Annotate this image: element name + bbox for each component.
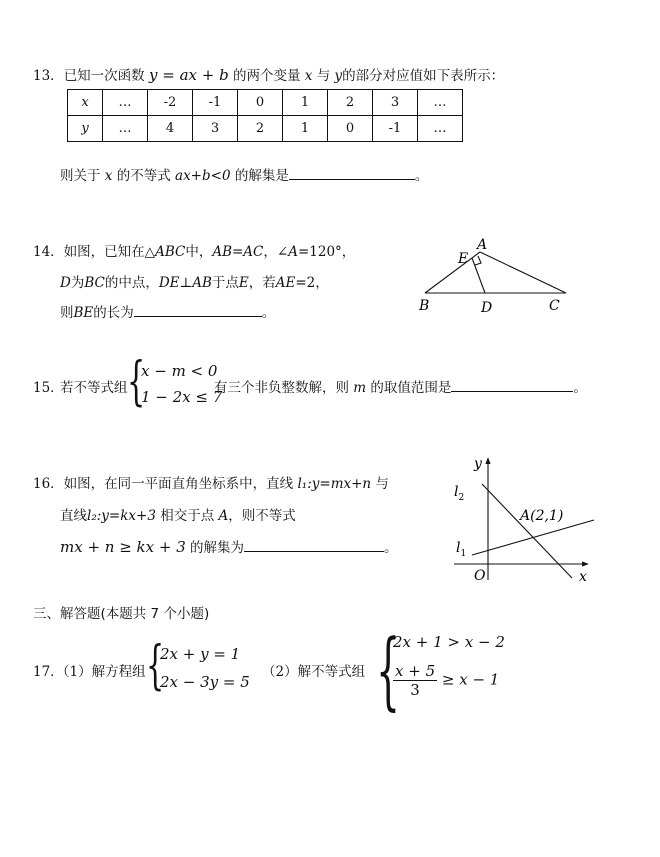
table-cell: 1 [283, 116, 328, 142]
q16-text: 与 [375, 476, 389, 492]
q15-end: 。 [573, 380, 587, 396]
q14-line1 [33, 240, 355, 260]
q14-text: ，若 [248, 275, 276, 291]
q14-text: 中， [185, 244, 213, 260]
q14-text: 的中点， [104, 275, 159, 291]
q16-number: 16． [33, 476, 64, 492]
q13-line2-c: 的解集是 [234, 168, 289, 184]
q15-tail [214, 376, 587, 396]
q14-text: =2， [295, 275, 329, 291]
q16-coordinate-figure [448, 450, 598, 590]
q14-end: 。 [261, 305, 276, 321]
table-cell: … [103, 116, 148, 142]
q14-segment-ab: AB [192, 275, 212, 291]
q14-text: ，∠ [263, 244, 289, 260]
q13-line2-b: 的不等式 [116, 168, 171, 184]
q16-line1 [33, 472, 389, 492]
q17-number: 17． [33, 664, 64, 680]
q17-brace-2: { [376, 621, 401, 719]
q15-text-b: 有三个非负整数解，则 [214, 380, 349, 396]
x-axis-label: x [579, 569, 587, 585]
q16-line-l1: l₁:y=mx+n [297, 476, 372, 492]
table-cell: 1 [283, 90, 328, 116]
q15-system-line2: 1 − 2x ≤ 7 [141, 388, 223, 406]
q15-answer-blank[interactable] [451, 379, 573, 392]
q17-part2: （2）解不等式组 [262, 664, 366, 680]
q17-system1-line2: 2x − 3y = 5 [160, 673, 250, 691]
q16-text: 如图，在同一平面直角坐标系中，直线 [63, 476, 294, 492]
q13-value-table [67, 89, 463, 142]
q14-text: 为 [70, 275, 85, 291]
q13-end: 。 [414, 168, 429, 184]
q14-triangle-name: ABC [155, 244, 186, 260]
q15-system-line1: x − m < 0 [141, 362, 218, 380]
q13-var-y: y [334, 68, 343, 84]
q14-segment-de: DE [158, 275, 180, 291]
table-row-y [68, 116, 463, 142]
q13-line2-a: 则关于 [60, 168, 101, 184]
right-angle-mark [475, 256, 481, 265]
q13-text-b: 的两个变量 [232, 68, 301, 84]
q15-text-a: 若不等式组 [60, 380, 128, 396]
label-d: D [481, 300, 493, 316]
q14-line2 [60, 271, 329, 291]
q14-line3 [60, 301, 275, 321]
q17-system1-line1: 2x + y = 1 [160, 645, 241, 663]
label-c: C [549, 298, 560, 314]
q14-answer-blank[interactable] [134, 304, 262, 317]
table-cell: … [418, 90, 463, 116]
q14-angle-value: =120°， [297, 244, 356, 260]
q13-answer-blank[interactable] [289, 167, 415, 180]
q14-equality: AB=AC [212, 244, 264, 260]
q14-number: 14． [33, 244, 64, 260]
table-cell: 0 [238, 90, 283, 116]
q16-text: ，则不等式 [228, 508, 296, 524]
q15-text-c: 的取值范围是 [370, 380, 452, 396]
q17-system2-line1: 2x + 1 > x − 2 [393, 633, 505, 651]
label-b: B [419, 298, 430, 314]
table-row-x [68, 90, 463, 116]
q13-line1 [33, 64, 504, 84]
q17-brace-1: { [146, 636, 165, 696]
q13-function: y = ax + b [148, 66, 229, 84]
table-cell: -2 [148, 90, 193, 116]
q16-line-l2: l₂:y=kx+3 [87, 508, 156, 524]
q14-point-e: E [238, 275, 249, 291]
q13-inequality: ax+b<0 [175, 168, 231, 184]
l2-label: $l_2$ [454, 484, 465, 503]
q15-brace: { [127, 352, 146, 412]
q14-segment-ae: AE [275, 275, 296, 291]
q17-system2-line2 [393, 662, 499, 699]
q13-line2-x: x [104, 168, 113, 184]
segment-ac [480, 252, 566, 293]
row-x-label: x [68, 90, 103, 116]
q14-segment-bc: BC [84, 275, 105, 291]
table-cell: 3 [193, 116, 238, 142]
q14-segment-be: BE [73, 305, 94, 321]
segment-de [472, 258, 485, 293]
q16-line3 [60, 536, 398, 556]
table-cell: 3 [373, 90, 418, 116]
fraction-denominator: 3 [410, 681, 420, 699]
label-a: A [477, 237, 488, 253]
l1-label: $l_1$ [456, 540, 467, 559]
table-cell: 2 [328, 90, 373, 116]
q13-var-x: x [304, 68, 313, 84]
q14-text: 则 [60, 305, 74, 321]
label-e: E [458, 251, 469, 267]
q14-text: 于点 [211, 275, 239, 291]
q16-point-a: A [218, 508, 229, 524]
table-cell: 2 [238, 116, 283, 142]
q14-text: 如图，已知在△ [63, 244, 156, 260]
q13-line2 [60, 164, 428, 184]
q13-text-d: 的部分对应值如下表所示： [342, 68, 505, 84]
table-cell: 0 [328, 116, 373, 142]
row-y-label: y [68, 116, 103, 142]
q13-number: 13． [33, 68, 64, 84]
q16-text: 的解集为 [190, 540, 245, 556]
q16-text: 直线 [60, 508, 87, 524]
q14-triangle-figure [415, 234, 575, 320]
q14-angle-vertex: A [288, 244, 298, 260]
q15-number: 15． [33, 380, 64, 396]
q16-line2 [60, 504, 296, 524]
q16-text: 相交于点 [160, 508, 215, 524]
q17-part1: （1）解方程组 [56, 664, 146, 680]
origin-label: O [474, 568, 486, 584]
q13-text-c: 与 [316, 68, 331, 84]
q13-text-a: 已知一次函数 [63, 68, 145, 84]
table-cell: -1 [193, 90, 238, 116]
q17-fraction [393, 662, 437, 699]
table-cell: … [103, 90, 148, 116]
q14-perp-symbol: ⊥ [179, 275, 193, 291]
q16-answer-blank[interactable] [244, 539, 384, 552]
table-cell: -1 [373, 116, 418, 142]
q17-system2-rest: ≥ x − 1 [441, 670, 500, 689]
q16-inequality: mx + n ≥ kx + 3 [60, 538, 186, 556]
q16-end: 。 [384, 540, 398, 556]
q14-point-d: D [60, 275, 71, 291]
q14-text: 的长为 [93, 305, 134, 321]
table-cell: 4 [148, 116, 193, 142]
point-a-label: A(2,1) [520, 508, 564, 524]
y-axis-label: y [474, 456, 482, 472]
fraction-numerator: x + 5 [395, 662, 436, 680]
section-heading: 三、解答题(本题共 7 个小题) [33, 606, 210, 622]
q15-var-m: m [353, 380, 367, 396]
table-cell: … [418, 116, 463, 142]
